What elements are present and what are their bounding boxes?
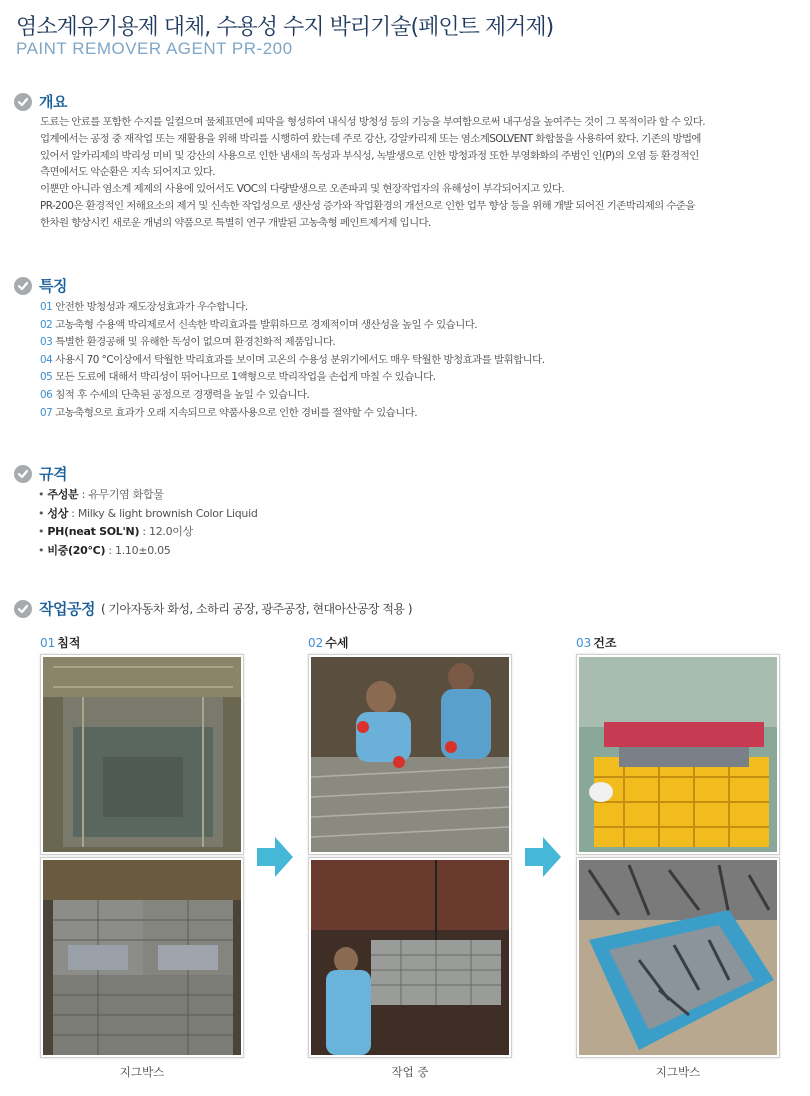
right-arrow-icon [525, 837, 561, 877]
step-label-3 [576, 634, 616, 651]
overview-line: 측면에서도 악순환은 지속 되어지고 있다. [40, 166, 216, 179]
overview-line: 한차원 향상시킨 새로운 개념의 약품으로 특별히 연구 개발된 고농축형 페인트제거제 입니다. [40, 216, 431, 229]
section-title: 개요 [39, 93, 67, 111]
photo-jig-box-3 [576, 857, 780, 1058]
feature-number: 03 [40, 336, 53, 349]
photo-caption-3: 지그박스 [655, 1065, 701, 1079]
step-name: 침적 [57, 636, 81, 650]
spec-item: • 성상 : Milky & light brownish Color Liquid [38, 506, 258, 520]
spec-separator: : [78, 488, 89, 501]
photo-caption-1: 지그박스 [119, 1065, 165, 1079]
check-circle-icon [14, 465, 32, 483]
overview-line: 도료는 안료를 포함한 수지를 일컬으며 물체표면에 피막을 형성하여 내식성 방청성 등의 기능을 부여함으로써 내구성을 높여주는 것이 그 목적이라 할 수 있다. [40, 116, 705, 128]
overview-line: 있어서 알카리제의 박리성 미비 및 강산의 사용으로 인한 냄새의 독성과 부식성, 녹발생으로 인한 방청과정 또한 부영화화의 주범인 인(P)의 오염 등 환경적인 [40, 149, 699, 162]
feature-item [40, 317, 545, 335]
photo-drying-crate [576, 654, 780, 855]
spec-item: • 주성분 : 유무기염 화합물 [38, 488, 164, 501]
step-number: 03 [576, 636, 592, 650]
step-name: 건조 [593, 636, 617, 650]
right-arrow-icon [257, 837, 293, 877]
spec-key: 비중(20°C) [47, 543, 106, 557]
page-subtitle: PAINT REMOVER AGENT PR-200 [16, 39, 293, 58]
feature-text: 안전한 방청성과 재도장성효과가 우수합니다. [55, 301, 248, 313]
overview-line: 이뿐만 아니라 염소계 제제의 사용에 있어서도 VOC의 다량발생으로 오존파괴 및 현장작업자의 유해성이 부각되어지고 있다. [40, 183, 565, 196]
section-title: 규격 [39, 465, 67, 483]
spec-key: 성상 [47, 506, 69, 520]
spec-item: • 비중(20°C) : 1.10±0.05 [38, 543, 171, 557]
feature-number: 01 [40, 301, 53, 313]
check-circle-icon [14, 93, 32, 111]
feature-item [40, 405, 545, 423]
feature-text: 사용시 70 °C이상에서 탁월한 박리효과를 보이며 고온의 수용성 분위기에서도 매우 탁월한 방청효과를 발휘합니다. [55, 353, 545, 366]
step-label-2 [308, 634, 348, 651]
section-features-header [14, 275, 67, 296]
step-number: 02 [308, 636, 324, 650]
feature-number: 04 [40, 353, 53, 366]
feature-text: 고농축형 수용액 박리제로서 신속한 박리효과를 발휘하므로 경제적이며 생산성을 높일 수 있습니다. [55, 318, 478, 331]
page-title: 염소계유기용제 대체, 수용성 수지 박리기술(페인트 제거제) [16, 15, 554, 40]
feature-item [40, 334, 545, 352]
overview-body [40, 114, 785, 232]
feature-item [40, 352, 545, 370]
overview-line: PR-200은 환경적인 저해요소의 제거 및 신속한 작업성으로 생산성 증가와 작업환경의 개선으로 인한 업무 향상 등을 위해 개발 되어진 기존박리제의 수준을 [40, 199, 695, 212]
feature-text: 침적 후 수세의 단축된 공정으로 경쟁력을 높일 수 있습니다. [55, 388, 310, 401]
spec-separator: : [139, 525, 149, 539]
photo-rinsing-workers [308, 654, 512, 855]
feature-text: 특별한 환경공해 및 유해한 독성이 없으며 환경친화적 제품입니다. [55, 336, 336, 349]
feature-text: 모든 도료에 대해서 박리성이 뛰어나므로 1액형으로 박리작업을 손쉽게 마칠 수 있습니다. [55, 371, 436, 384]
section-note: ( 기아자동차 화성, 소하리 공장, 광주공장, 현대아산공장 적용 ) [100, 602, 413, 616]
feature-text: 고농축형으로 효과가 오래 지속되므로 약품사용으로 인한 경비를 절약할 수 있습니다. [55, 406, 418, 419]
spec-list [38, 486, 258, 560]
check-circle-icon [14, 277, 32, 295]
feature-number: 07 [40, 406, 53, 419]
feature-number: 05 [40, 371, 53, 384]
photo-jig-box-1 [40, 857, 244, 1058]
spec-key: 주성분 [47, 488, 79, 501]
feature-number: 06 [40, 388, 53, 401]
feature-number: 02 [40, 318, 53, 331]
spec-value: Milky & light brownish Color Liquid [77, 506, 258, 520]
spec-value: 12.0이상 [149, 525, 193, 539]
photo-immersion-tank [40, 654, 244, 855]
spec-item: • PH(neat SOL'N) : 12.0이상 [38, 525, 193, 539]
spec-value: 1.10±0.05 [115, 543, 171, 557]
step-number: 01 [40, 636, 56, 650]
spec-key: PH(neat SOL'N) [47, 525, 140, 539]
feature-list [40, 299, 545, 422]
spec-separator: : [68, 506, 78, 520]
spec-value: 유무기염 화합물 [88, 488, 164, 501]
section-process-header [14, 598, 412, 619]
overview-line: 업계에서는 공정 중 재작업 또는 재활용을 위해 박리를 시행하여 왔는데 주로 강산, 강알카리제 또는 염소계SOLVENT 화합물을 사용하여 왔다. 기존의 방법에 [40, 132, 701, 145]
feature-item [40, 299, 545, 317]
section-title: 특징 [39, 277, 67, 295]
photo-rinsing-in-progress [308, 857, 512, 1058]
check-circle-icon [14, 600, 32, 618]
step-name: 수세 [325, 636, 349, 650]
section-overview-header [14, 91, 67, 112]
spec-separator: : [105, 543, 115, 557]
step-label-1 [40, 634, 80, 651]
feature-item [40, 369, 545, 387]
photo-caption-2: 작업 중 [391, 1065, 429, 1079]
feature-item [40, 387, 545, 405]
section-specs-header [14, 463, 67, 484]
section-title: 작업공정 [39, 600, 95, 618]
